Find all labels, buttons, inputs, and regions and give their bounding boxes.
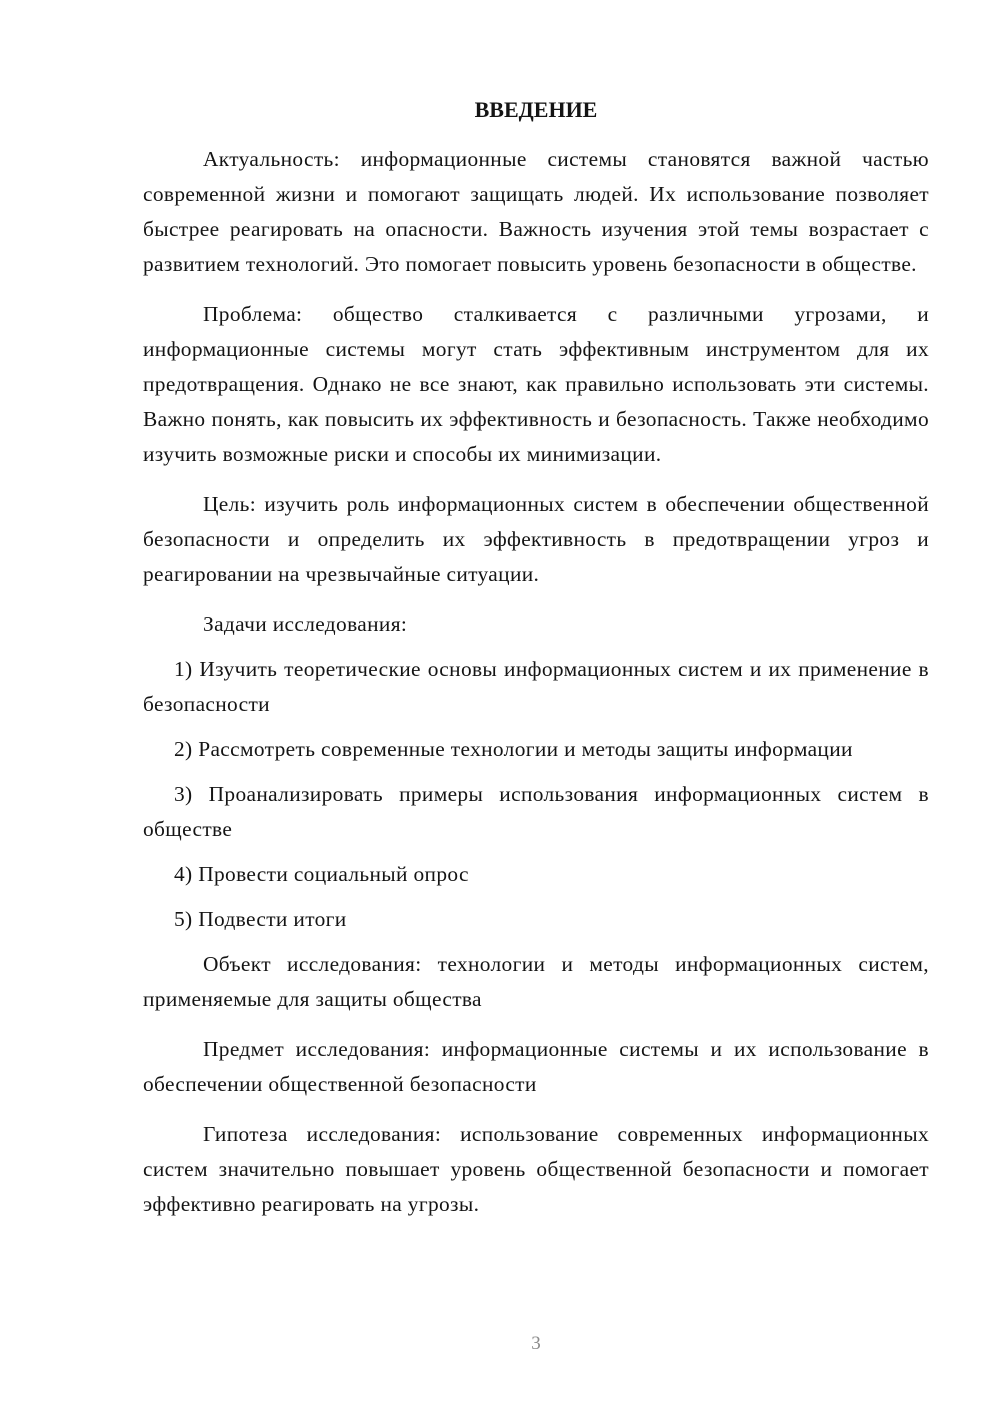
section-title: ВВЕДЕНИЕ xyxy=(474,97,598,122)
hypothesis-paragraph: Гипотеза исследования: использование современных информационных систем значительно повышает уровень общественной безопасности и помогает эффективно реагировать на угрозы. xyxy=(143,1122,929,1216)
problem-paragraph: Проблема: общество сталкивается с различными угрозами, и информационные системы могут стать эффективным инструментом для их предотвращения. Однако не все знают, как правильно использовать эти системы. Важно понять, как повысить их эффективность и безопасность. Также необходимо изучить возможные риски и способы их минимизации. xyxy=(143,302,929,466)
task-item-2: 2) Рассмотреть современные технологии и методы защиты информации xyxy=(174,737,853,761)
document-body xyxy=(143,94,929,1237)
relevance-paragraph: Актуальность: информационные системы становятся важной частью современной жизни и помогают защищать людей. Их использование позволяет быстрее реагировать на опасности. Важность изучения этой темы возрастает с развитием технологий. Это помогает повысить уровень безопасности в обществе. xyxy=(143,147,929,276)
task-item-4: 4) Провести социальный опрос xyxy=(174,862,469,886)
task-item-3: 3) Проанализировать примеры использования информационных систем в обществе xyxy=(143,782,929,841)
object-paragraph: Объект исследования: технологии и методы информационных систем, применяемые для защиты общества xyxy=(143,952,929,1011)
tasks-heading: Задачи исследования: xyxy=(203,612,408,636)
subject-paragraph: Предмет исследования: информационные системы и их использование в обеспечении общественной безопасности xyxy=(143,1037,929,1096)
page-number: 3 xyxy=(531,1333,541,1354)
task-item-1: 1) Изучить теоретические основы информационных систем и их применение в безопасности xyxy=(143,657,929,716)
task-item-5: 5) Подвести итоги xyxy=(174,907,347,931)
goal-paragraph: Цель: изучить роль информационных систем в обеспечении общественной безопасности и определить их эффективность в предотвращении угроз и реагировании на чрезвычайные ситуации. xyxy=(143,492,929,586)
